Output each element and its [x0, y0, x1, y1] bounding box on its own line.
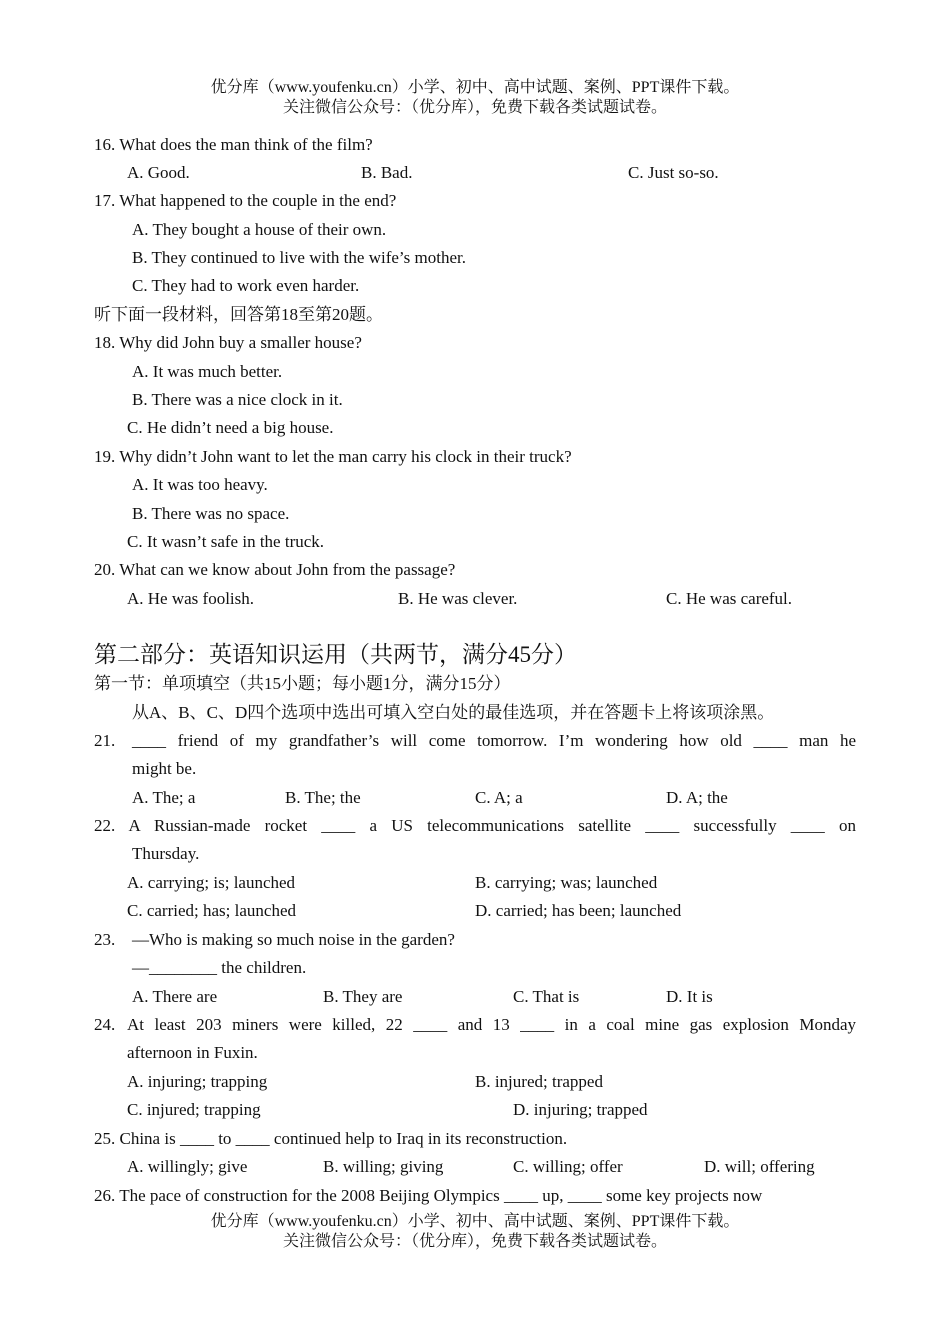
- question-18-stem: 18. Why did John buy a smaller house?: [94, 333, 362, 352]
- question-20-stem: 20. What can we know about John from the passage?: [94, 560, 456, 579]
- instruction-18-20: 听下面一段材料，回答第18至第20题。: [94, 305, 383, 324]
- question-21-option-c: C. A; a: [475, 788, 523, 807]
- question-22-option-c: C. carried; has; launched: [127, 901, 296, 920]
- question-23-line-2: —________ the children.: [132, 958, 307, 977]
- question-22-option-a: A. carrying; is; launched: [127, 873, 296, 892]
- header-line-2: 关注微信公众号：（优分库），免费下载各类试题试卷。: [282, 99, 667, 116]
- question-25-option-b: B. willing; giving: [323, 1157, 444, 1176]
- footer-line-1: 优分库（www.youfenku.cn）小学、初中、高中试题、案例、PPT课件下载。: [210, 1213, 740, 1230]
- question-18-option-b: B. There was a nice clock in it.: [132, 390, 343, 409]
- question-16-option-a: A. Good.: [127, 163, 190, 182]
- question-17-stem: 17. What happened to the couple in the end?: [94, 191, 397, 210]
- question-20-option-a: A. He was foolish.: [127, 589, 255, 608]
- question-18-option-a: A. It was much better.: [132, 362, 283, 381]
- question-23-option-b: B. They are: [323, 987, 403, 1006]
- question-23-number: 23.: [94, 930, 116, 949]
- question-25-option-d: D. will; offering: [704, 1157, 815, 1176]
- question-22-line-1: 22. A Russian-made rocket ____ a US telecommunications satellite ____ successfully ____ on: [94, 816, 856, 835]
- question-21-line-2: might be.: [132, 759, 197, 778]
- header-line-1: 优分库（www.youfenku.cn）小学、初中、高中试题、案例、PPT课件下载。: [210, 79, 740, 96]
- question-21-line-1: ____ friend of my grandfather’s will come tomorrow. I’m wondering how old ____ man he: [132, 731, 856, 750]
- question-23-line-1: —Who is making so much noise in the garden?: [132, 930, 455, 949]
- question-19-option-a: A. It was too heavy.: [132, 475, 268, 494]
- part-2-instruction: 从A、B、C、D四个选项中选出可填入空白处的最佳选项，并在答题卡上将该项涂黑。: [132, 703, 775, 722]
- question-24-line-2: afternoon in Fuxin.: [127, 1043, 258, 1062]
- question-20-option-b: B. He was clever.: [398, 589, 518, 608]
- question-17-option-a: A. They bought a house of their own.: [132, 220, 387, 239]
- question-19-stem: 19. Why didn’t John want to let the man carry his clock in their truck?: [94, 447, 572, 466]
- part-2-title: 第二部分：英语知识运用（共两节，满分45分）: [94, 642, 577, 667]
- question-17-option-b: B. They continued to live with the wife’s mother.: [132, 248, 466, 267]
- question-24-option-a: A. injuring; trapping: [127, 1072, 268, 1091]
- question-16-stem: 16. What does the man think of the film?: [94, 135, 373, 154]
- question-24-option-b: B. injured; trapped: [475, 1072, 603, 1091]
- question-24-number: 24.: [94, 1015, 116, 1034]
- question-24-option-c: C. injured; trapping: [127, 1100, 261, 1119]
- question-21-option-a: A. The; a: [132, 788, 196, 807]
- question-22-option-b: B. carrying; was; launched: [475, 873, 658, 892]
- question-19-option-b: B. There was no space.: [132, 504, 290, 523]
- question-25-option-a: A. willingly; give: [127, 1157, 248, 1176]
- question-17-option-c: C. They had to work even harder.: [132, 276, 360, 295]
- question-25-stem: 25. China is ____ to ____ continued help to Iraq in its reconstruction.: [94, 1129, 568, 1148]
- question-16-option-b: B. Bad.: [361, 163, 413, 182]
- question-21-number: 21.: [94, 731, 116, 750]
- question-26-stem: 26. The pace of construction for the 2008 Beijing Olympics ____ up, ____ some key projects now: [94, 1186, 763, 1205]
- question-22-option-d: D. carried; has been; launched: [475, 901, 682, 920]
- part-2-section-1-title: 第一节：单项填空（共15小题；每小题1分，满分15分）: [94, 674, 511, 693]
- question-22-line-2: Thursday.: [132, 844, 200, 863]
- question-20-option-c: C. He was careful.: [666, 589, 793, 608]
- question-23-option-c: C. That is: [513, 987, 580, 1006]
- question-21-option-b: B. The; the: [285, 788, 361, 807]
- question-23-option-a: A. There are: [132, 987, 218, 1006]
- question-19-option-c: C. It wasn’t safe in the truck.: [127, 532, 325, 551]
- question-23-option-d: D. It is: [666, 987, 713, 1006]
- question-16-option-c: C. Just so-so.: [628, 163, 719, 182]
- question-21-option-d: D. A; the: [666, 788, 728, 807]
- question-18-option-c: C. He didn’t need a big house.: [127, 418, 334, 437]
- question-24-option-d: D. injuring; trapped: [513, 1100, 648, 1119]
- footer-line-2: 关注微信公众号：（优分库），免费下载各类试题试卷。: [282, 1233, 667, 1250]
- question-25-option-c: C. willing; offer: [513, 1157, 623, 1176]
- question-24-line-1: At least 203 miners were killed, 22 ____ and 13 ____ in a coal mine gas explosion Monday: [127, 1015, 856, 1034]
